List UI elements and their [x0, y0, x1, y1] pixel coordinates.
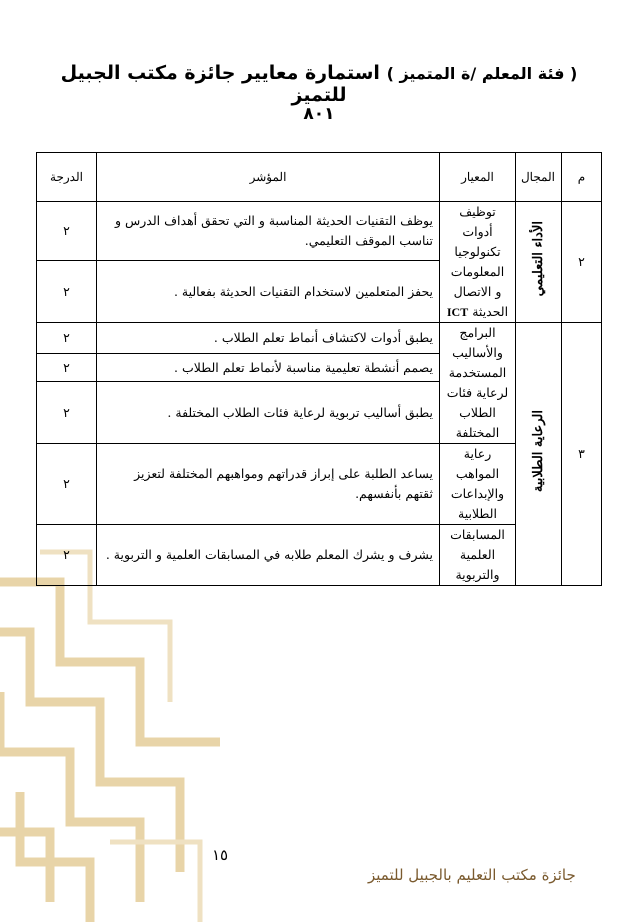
form-category: ( فئة المعلم /ة المتميز ) [386, 64, 578, 83]
indicator-cell: يطبق أدوات لاكتشاف أنماط تعلم الطلاب . [97, 323, 440, 354]
standard-label: البرامج والأساليب المستخدمة لرعاية فئات الطلاب المختلفة [446, 325, 509, 440]
criteria-table [36, 152, 602, 586]
indicator-cell: يصمم أنشطة تعليمية مناسبة لأنماط تعلم الطلاب . [97, 353, 440, 382]
form-title [30, 62, 608, 106]
indicator-cell: يساعد الطلبة على إبراز قدراتهم ومواهبهم المختلفة لتعزيز ثقتهم بأنفسهم. [97, 444, 440, 525]
grade-cell: ٢ [37, 202, 97, 261]
page-number: ١٥ [211, 846, 229, 864]
grade-cell: ٢ [37, 261, 97, 323]
standard-cell [440, 202, 516, 323]
indicator-cell: يشرف و يشرك المعلم طلابه في المسابقات العلمية و التربوية . [97, 525, 440, 586]
standard-cell [440, 525, 516, 586]
domain-label: الرعاية الطلابية [530, 409, 546, 493]
domain-cell [516, 323, 562, 586]
standard-label: رعاية المواهب والإبداعات الطلابية [450, 446, 505, 521]
grade-cell: ٢ [37, 323, 97, 354]
grade-cell: ٢ [37, 444, 97, 525]
standard-cell [440, 323, 516, 444]
domain-cell [516, 202, 562, 323]
group-number: ٢ [562, 202, 602, 323]
footer-brand: جائزة مكتب التعليم بالجبيل للتميز [368, 866, 576, 884]
col-header-num: م [562, 153, 602, 202]
decorative-corner-pattern [0, 542, 230, 922]
col-header-domain: المجال [516, 153, 562, 202]
indicator-cell: يطبق أساليب تربوية لرعاية فئات الطلاب المختلفة . [97, 382, 440, 444]
grade-cell: ٢ [37, 525, 97, 586]
form-title-text: استمارة معايير جائزة مكتب الجبيل للتميز [60, 62, 380, 106]
group-number: ٣ [562, 323, 602, 586]
domain-label: الأداء التعليمي [530, 221, 546, 297]
col-header-indicator: المؤشر [97, 153, 440, 202]
standard-label: توظيف أدوات تكنولوجيا المعلومات و الاتصال الحديثة [450, 204, 509, 319]
col-header-standard: المعيار [440, 153, 516, 202]
indicator-cell: يوظف التقنيات الحديثة المناسبة و التي تحقق أهداف الدرس و تناسب الموقف التعليمي. [97, 202, 440, 261]
table-row [37, 323, 602, 354]
form-code: ٨٠١ [303, 104, 335, 124]
standard-ict-tag: ICT [446, 305, 469, 319]
grade-cell: ٢ [37, 353, 97, 382]
standard-label: المسابقات العلمية والتربوية [450, 527, 505, 582]
standard-cell [440, 444, 516, 525]
indicator-cell: يحفز المتعلمين لاستخدام التقنيات الحديثة بفعالية . [97, 261, 440, 323]
grade-cell: ٢ [37, 382, 97, 444]
table-row [37, 202, 602, 261]
col-header-grade: الدرجة [37, 153, 97, 202]
table-header-row [37, 153, 602, 202]
